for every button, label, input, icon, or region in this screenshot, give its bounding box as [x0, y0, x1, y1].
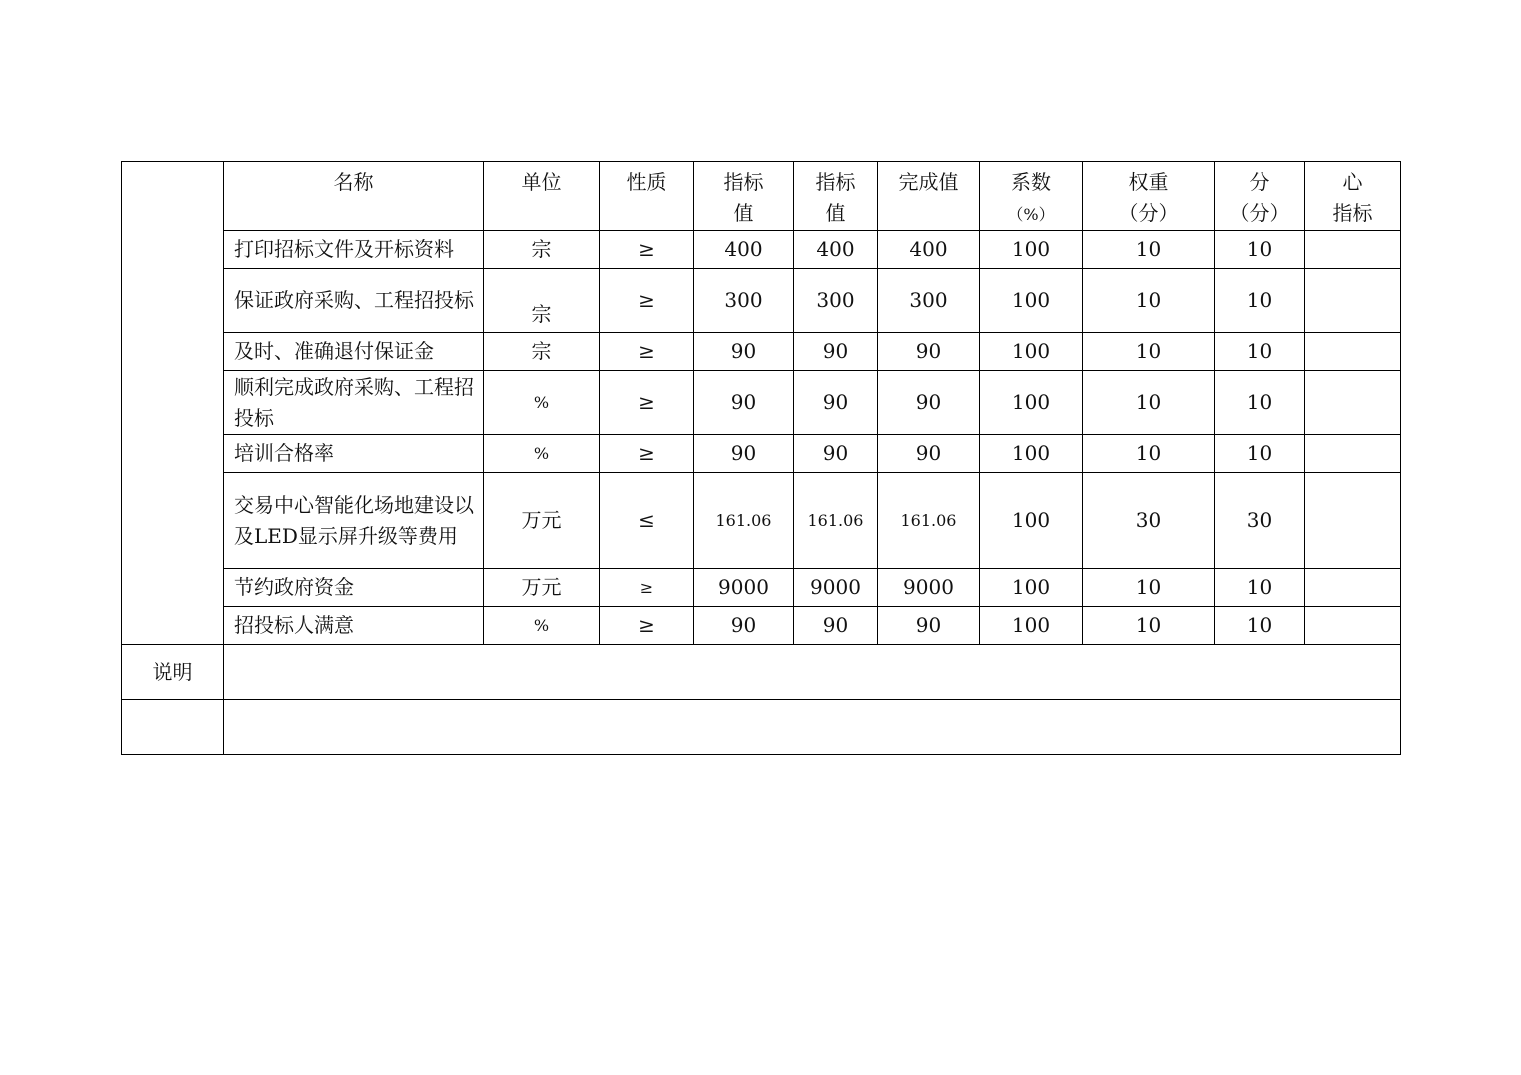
row-coefficient: 100: [980, 435, 1083, 473]
row-completed: 90: [878, 371, 980, 435]
row-name: 交易中心智能化场地建设以及LED显示屏升级等费用: [224, 473, 484, 569]
row-weight: 30: [1083, 473, 1215, 569]
header-row: [122, 162, 1401, 231]
row-nature: ≥: [600, 435, 694, 473]
row-completed: 9000: [878, 569, 980, 607]
row-completed: 161.06: [878, 473, 980, 569]
row-core: [1305, 231, 1401, 269]
left-category-cell: [122, 162, 224, 645]
row-target1: 400: [694, 231, 794, 269]
row-unit: %: [484, 371, 600, 435]
row-core: [1305, 333, 1401, 371]
row-completed: 90: [878, 435, 980, 473]
row-completed: 300: [878, 269, 980, 333]
row-target2: 300: [794, 269, 878, 333]
header-target1: 指标 值: [694, 162, 794, 231]
row-core: [1305, 371, 1401, 435]
row-weight: 10: [1083, 269, 1215, 333]
header-score: 分 （分）: [1215, 162, 1305, 231]
table-row: [122, 473, 1401, 569]
row-coefficient: 100: [980, 333, 1083, 371]
row-core: [1305, 569, 1401, 607]
empty-label-cell: [122, 700, 224, 755]
row-coefficient: 100: [980, 231, 1083, 269]
table-row: [122, 269, 1401, 333]
row-unit: 宗: [484, 333, 600, 371]
row-nature: ≥: [600, 371, 694, 435]
row-nature: ≥: [600, 231, 694, 269]
row-unit: 万元: [484, 473, 600, 569]
row-core: [1305, 269, 1401, 333]
row-target1: 90: [694, 333, 794, 371]
performance-table: [121, 161, 1401, 755]
row-target2: 400: [794, 231, 878, 269]
table-row: [122, 569, 1401, 607]
row-unit: %: [484, 435, 600, 473]
note-content: [224, 645, 1401, 700]
row-target1: 300: [694, 269, 794, 333]
row-core: [1305, 435, 1401, 473]
table-row: [122, 333, 1401, 371]
header-core: 心 指标: [1305, 162, 1401, 231]
row-core: [1305, 607, 1401, 645]
row-completed: 90: [878, 333, 980, 371]
table-row: [122, 371, 1401, 435]
row-weight: 10: [1083, 333, 1215, 371]
note-row: [122, 645, 1401, 700]
empty-content-cell: [224, 700, 1401, 755]
header-name: 名称: [224, 162, 484, 231]
row-target1: 90: [694, 607, 794, 645]
row-unit: 宗: [484, 231, 600, 269]
row-target1: 90: [694, 435, 794, 473]
row-coefficient: 100: [980, 371, 1083, 435]
row-core: [1305, 473, 1401, 569]
row-name: 及时、准确退付保证金: [224, 333, 484, 371]
row-nature: ≥: [600, 269, 694, 333]
table-row: [122, 435, 1401, 473]
row-completed: 90: [878, 607, 980, 645]
row-nature: ≥: [600, 607, 694, 645]
row-coefficient: 100: [980, 607, 1083, 645]
header-nature: 性质: [600, 162, 694, 231]
row-score: 10: [1215, 333, 1305, 371]
row-weight: 10: [1083, 435, 1215, 473]
row-target2: 90: [794, 607, 878, 645]
row-target2: 161.06: [794, 473, 878, 569]
row-weight: 10: [1083, 607, 1215, 645]
row-target2: 90: [794, 333, 878, 371]
row-weight: 10: [1083, 569, 1215, 607]
row-score: 10: [1215, 371, 1305, 435]
row-name: 打印招标文件及开标资料: [224, 231, 484, 269]
row-name: 招投标人满意: [224, 607, 484, 645]
row-coefficient: 100: [980, 269, 1083, 333]
empty-row: [122, 700, 1401, 755]
row-score: 10: [1215, 435, 1305, 473]
row-score: 10: [1215, 569, 1305, 607]
row-score: 10: [1215, 269, 1305, 333]
row-nature: ≤: [600, 473, 694, 569]
row-name: 培训合格率: [224, 435, 484, 473]
row-completed: 400: [878, 231, 980, 269]
header-coefficient: 系数 （%）: [980, 162, 1083, 231]
row-coefficient: 100: [980, 473, 1083, 569]
row-target2: 9000: [794, 569, 878, 607]
header-target2: 指标 值: [794, 162, 878, 231]
row-weight: 10: [1083, 231, 1215, 269]
row-unit: %: [484, 607, 600, 645]
row-score: 10: [1215, 231, 1305, 269]
row-nature: ≥: [600, 569, 694, 607]
row-weight: 10: [1083, 371, 1215, 435]
header-weight: 权重 （分）: [1083, 162, 1215, 231]
note-label: 说明: [122, 645, 224, 700]
header-unit: 单位: [484, 162, 600, 231]
row-target2: 90: [794, 371, 878, 435]
row-score: 30: [1215, 473, 1305, 569]
row-unit: 万元: [484, 569, 600, 607]
row-name: 保证政府采购、工程招投标: [224, 269, 484, 333]
row-target2: 90: [794, 435, 878, 473]
row-coefficient: 100: [980, 569, 1083, 607]
row-name: 顺利完成政府采购、工程招投标: [224, 371, 484, 435]
row-nature: ≥: [600, 333, 694, 371]
row-target1: 9000: [694, 569, 794, 607]
row-name: 节约政府资金: [224, 569, 484, 607]
table-row: [122, 607, 1401, 645]
row-unit: 宗: [484, 269, 600, 333]
row-target1: 90: [694, 371, 794, 435]
row-score: 10: [1215, 607, 1305, 645]
header-completed: 完成值: [878, 162, 980, 231]
table-row: [122, 231, 1401, 269]
row-target1: 161.06: [694, 473, 794, 569]
